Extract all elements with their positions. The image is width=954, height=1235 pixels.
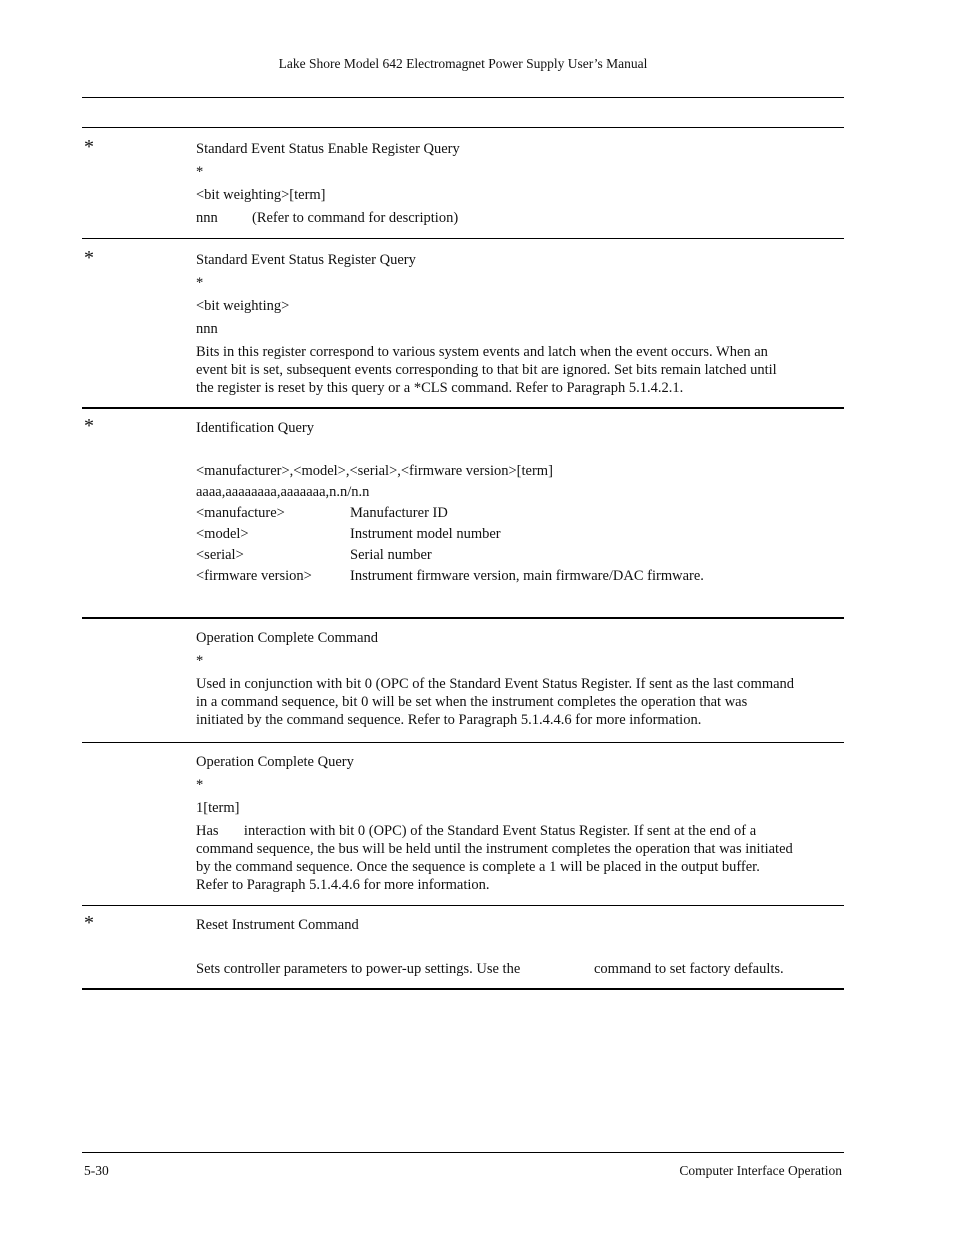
command-marker: * [84,415,94,437]
command-input: * [196,164,204,180]
footer-rule [82,1152,844,1153]
param-name: <model> [196,526,249,542]
command-remarks-line: Sets controller parameters to power-up settings. Use the [196,961,521,977]
param-description: Serial number [350,547,432,563]
param-name: <serial> [196,547,244,563]
command-format-note: (Refer to command for description) [252,210,459,226]
entry-divider [82,742,844,743]
command-remarks-line: Refer to Paragraph 5.1.4.4.6 for more information. [196,877,490,893]
command-remarks-line: Used in conjunction with bit 0 (OPC of the Standard Event Status Register. If sent as the last command [196,676,795,692]
command-format: aaaa,aaaaaaaa,aaaaaaa,n.n/n.n [196,484,370,500]
command-title: Standard Event Status Enable Register Query [196,141,460,157]
command-format: nnn [196,321,218,337]
footer-section-title: Computer Interface Operation [679,1163,842,1178]
param-name: <firmware version> [196,568,312,584]
command-title: Operation Complete Query [196,754,354,770]
page-number: 5-30 [84,1163,109,1178]
command-marker: * [84,247,94,269]
entry-divider [82,127,844,128]
command-remarks-line: command to set factory defaults. [594,961,784,977]
command-title: Reset Instrument Command [196,917,359,933]
entry-divider [82,905,844,906]
param-description: Instrument model number [350,526,501,542]
entry-divider [82,988,844,990]
param-description: Instrument firmware version, main firmware/DAC firmware. [350,568,704,584]
command-title: Operation Complete Command [196,630,379,646]
command-returned: <manufacturer>,<model>,<serial>,<firmware version>[term] [196,463,553,479]
command-remarks-line: Has interaction with bit 0 (OPC) of the Standard Event Status Register. If sent at the end of a [196,823,757,839]
entry-divider [82,617,844,619]
page-header-title: Lake Shore Model 642 Electromagnet Power Supply User’s Manual [278,56,648,71]
entry-divider [82,407,844,409]
command-title: Standard Event Status Register Query [196,252,416,268]
command-marker: * [84,136,94,158]
command-remarks-line: command sequence, the bus will be held until the instrument completes the operation that was initiated [196,841,793,857]
command-returned: 1[term] [196,800,240,816]
command-format: nnn [196,210,218,226]
param-name: <manufacture> [196,505,285,521]
command-remarks-line: the register is reset by this query or a *CLS command. Refer to Paragraph 5.1.4.2.1. [196,380,684,396]
command-remarks-line: Bits in this register correspond to various system events and latch when the event occurs. When an [196,344,768,360]
command-remarks-line: by the command sequence. Once the sequence is complete a 1 will be placed in the output buffer. [196,859,760,875]
command-input: * [196,275,204,291]
command-remarks-line: initiated by the command sequence. Refer to Paragraph 5.1.4.4.6 for more information. [196,712,702,728]
entry-divider [82,238,844,239]
command-title: Identification Query [196,420,314,436]
command-input: * [196,777,204,793]
command-marker: * [84,912,94,934]
command-input: * [196,653,204,669]
command-returned: <bit weighting>[term] [196,187,326,203]
command-remarks-line: in a command sequence, bit 0 will be set when the instrument completes the operation that was [196,694,748,710]
param-description: Manufacturer ID [350,505,448,521]
header-rule [82,97,844,98]
command-remarks-line: event bit is set, subsequent events corresponding to that bit are ignored. Set bits remain latched until [196,362,777,378]
command-returned: <bit weighting> [196,298,290,314]
